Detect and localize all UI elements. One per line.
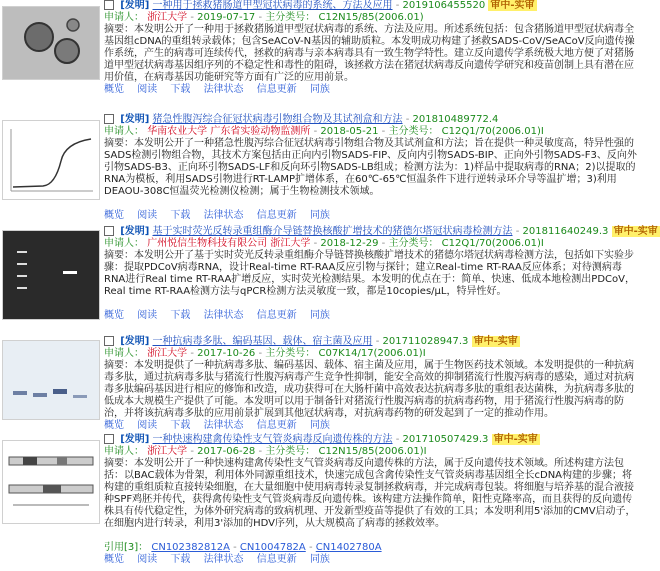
virus-micrograph-icon xyxy=(3,7,99,79)
item-title-link[interactable]: 猪急性腹泻综合征冠状病毒引物组合物及其试剂盒和方法 xyxy=(152,114,403,125)
action-legal-status[interactable]: 法律状态 xyxy=(203,420,244,431)
amplification-curve-icon xyxy=(3,121,99,199)
action-download[interactable]: 下载 xyxy=(170,210,191,221)
action-family[interactable]: 同族 xyxy=(309,310,330,321)
gel-electrophoresis-icon xyxy=(3,231,99,319)
item-number: 201811640249.3 xyxy=(522,226,609,237)
action-info-update[interactable]: 信息更新 xyxy=(256,210,297,221)
action-download[interactable]: 下载 xyxy=(170,554,191,565)
item-applicant[interactable]: 浙江大学 xyxy=(147,348,188,359)
item-actions xyxy=(104,420,638,432)
action-overview[interactable]: 概览 xyxy=(104,310,124,321)
action-download[interactable]: 下载 xyxy=(170,310,191,321)
item-date: 2017-06-28 xyxy=(197,446,256,457)
protein-gel-icon xyxy=(3,341,99,419)
item-type-tag: [发明] xyxy=(120,336,150,347)
action-read[interactable]: 阅读 xyxy=(137,420,158,431)
item-citations: 引用[3]： CN102382812A - CN1004782A - CN1402780A xyxy=(104,542,382,553)
item-thumbnail-sds[interactable] xyxy=(2,340,100,420)
item-number: 2019106455520 xyxy=(402,0,486,11)
action-overview[interactable]: 概览 xyxy=(104,84,124,95)
item-meta-line: 申请人： 浙江大学 - 2019-07-17 - 主分类号： C12N15/85(2006.01) xyxy=(104,12,424,23)
action-download[interactable]: 下载 xyxy=(170,420,191,431)
citation-link[interactable]: CN1402780A xyxy=(315,542,382,553)
item-title-link[interactable]: 基于实时荧光反转录重组酶介导链替换核酸扩增技术的猪德尔塔冠状病毒检测方法 xyxy=(152,226,513,237)
item-actions xyxy=(104,210,638,222)
result-item: [发明] 猪急性腹泻综合征冠状病毒引物组合物及其试剂盒和方法 - 201810489772.4 申请人： 华南农业大学 广东省实验动物监测所 - 2018-05-21 - 主分类号： C12Q1/70(2006.01)I 摘要：本发明公开了一种猪急性腹泻综合征冠状病毒引物组合物及其试剂盒和方法；旨在提供一种灵敏度高，特异性强的SADS检测引物组合物，其技术方案包括由正向内引物SADS-FIP、反向内引物SADS-BIP、正向外引物SADS-F3、反向外引物SADS-B3、正向环引物SADS-LF和反向环引物SADS-LB组成；检测方法为：1)样品中提取病毒的RNA；2)以提取的RNA为模板，利用SADS引物进行RT-LAMP扩增体系，在60℃-65℃恒温条件下进行逆转录环介导等温扩增；3)利用DEAOU-308C恒温荧光检测仪检测；属于生物检测技术领域。 概览 阅读 下载 法律状态 信息更新 同族 xyxy=(0,114,640,224)
item-type-tag: [发明] xyxy=(120,114,150,125)
item-applicant[interactable]: 浙江大学 xyxy=(147,446,188,457)
action-legal-status[interactable]: 法律状态 xyxy=(203,310,244,321)
item-abstract: 摘要：本发明公开了一种快速构建禽传染性支气管炎病毒反向遗传株的方法，属于反向遗传技术领域。所述构建方法包括：以BAC载体为骨架，利用体外同源重组技术，快速完成包含禽传染性支气管炎病毒基因组全长cDNA构建的步骤；将构建的重组质粒直接转染细胞，在大量细胞中使用病毒转录复制拯救病毒，并完成病毒包装。将细胞与培养基的混合液接种SPF鸡胚并传代，获得禽传染性支气管炎病毒反向遗传株。该构建方法操作简单，阳性克隆率高，而且获得的反向遗传株具有传代稳定性，为体外研究病毒的致病机理、开发新型疫苗等提供了有效的工具；本发明利用5'添加的CMV启动子，在细胞内进行转录，利用3'添加的HDV序列，从大规模高了病毒的拯救效率。 xyxy=(104,458,636,529)
action-read[interactable]: 阅读 xyxy=(137,310,158,321)
item-class: C12N15/85(2006.01) xyxy=(318,12,424,23)
item-date: 2019-07-17 xyxy=(197,12,256,23)
item-applicant[interactable]: 浙江大学 xyxy=(147,12,188,23)
citation-link[interactable]: CN102382812A xyxy=(151,542,230,553)
status-badge: 审中-实审 xyxy=(613,226,658,237)
action-info-update[interactable]: 信息更新 xyxy=(256,310,297,321)
select-checkbox[interactable] xyxy=(104,336,114,346)
item-abstract: 摘要：本发明公开了一种猪急性腹泻综合征冠状病毒引物组合物及其试剂盒和方法；旨在提供一种灵敏度高，特异性强的SADS检测引物组合物，其技术方案包括由正向内引物SADS-FIP、反向内引物SADS-BIP、正向外引物SADS-F3、反向外引物SADS-B3、正向环引物SADS-LF和反向环引物SADS-LB组成；检测方法为：1)样品中提取病毒的RNA；2)以提取的RNA为模板，利用SADS引物进行RT-LAMP扩增体系，在60℃-65℃恒温条件下进行逆转录环介导等温扩增；3)利用DEAOU-308C恒温荧光检测仪检测；属于生物检测技术领域。 xyxy=(104,138,637,197)
item-title-line: [发明] 一种用于拯救猪肠道甲型冠状病毒的系统、方法及应用 - 2019106455520 审中-实审 xyxy=(104,0,638,12)
action-legal-status[interactable]: 法律状态 xyxy=(203,84,244,95)
item-date: 2017-10-26 xyxy=(197,348,256,359)
item-thumbnail-curve[interactable] xyxy=(2,120,100,200)
item-thumbnail-construct[interactable] xyxy=(2,440,100,524)
item-applicant[interactable]: 华南农业大学 广东省实验动物监测所 xyxy=(147,126,311,137)
item-actions xyxy=(104,310,638,322)
item-title-link[interactable]: 一种快速构建禽传染性支气管炎病毒反向遗传株的方法 xyxy=(152,434,393,445)
select-checkbox[interactable] xyxy=(104,226,114,236)
status-badge: 审中-实审 xyxy=(490,0,535,11)
item-class: C12Q1/70(2006.01)I xyxy=(441,238,544,249)
item-type-tag: [发明] xyxy=(120,434,150,445)
item-title-link[interactable]: 一种用于拯救猪肠道甲型冠状病毒的系统、方法及应用 xyxy=(152,0,393,11)
item-class: C12Q1/70(2006.01)I xyxy=(441,126,544,137)
action-overview[interactable]: 概览 xyxy=(104,554,124,565)
action-overview[interactable]: 概览 xyxy=(104,420,124,431)
item-abstract: 摘要：本发明公开了一种用于拯救猪肠道甲型冠状病毒的系统、方法及应用。所述系统包括：包含猪肠道甲型冠状病毒全基因组cDNA的重组转录载体；包含SeACoV-N基因的辅助质粒。本发明成功构建了拯救SADS-CoV/SeACoV反向遗传操作系统，产生的病毒可连续传代，拯救的病毒与亲本病毒具有一致生物学特性。建立反向遗传学系统极大地方便了对猪肠道甲型冠状病毒基因组序列的不稳定性和毒性的阻碍，该拯救方法在猪冠状病毒反向遗传学研究和疫苗创制上具有潜在应用价值，在病毒基因功能研究等方面有广泛的应用前景。 xyxy=(104,24,635,83)
action-info-update[interactable]: 信息更新 xyxy=(256,84,297,95)
item-class: C07K14/17(2006.01)I xyxy=(318,348,426,359)
plasmid-construct-icon xyxy=(3,441,99,523)
result-item: [发明] 基于实时荧光反转录重组酶介导链替换核酸扩增技术的猪德尔塔冠状病毒检测方法 - 201811640249.3 审中-实审 申请人： 广州悦信生物科技有限公司 浙江大学 - 2018-12-29 - 主分类号： C12Q1/70(2006.01)I 摘要：本发明公开了基于实时荧光反转录重组酶介导链替换核酸扩增技术的猪德尔塔冠状病毒检测方法，包括如下实验步骤：提取PDCoV病毒RNA，设计Real-time RT-RAA反应引物与探针；建立Real-time RT-RAA反应体系；对待测病毒RNA进行Real time RT-RAA扩增反应，实时荧光检测结果。本发明的优点在于：简单、快速、低成本地检测出PDCoV，Real time RT-RAA检测方法与qPCR检测方法灵敏度一致，都是10copies/μL，特异性好。 概览 阅读 下载 法律状态 信息更新 同族 xyxy=(0,226,640,334)
action-read[interactable]: 阅读 xyxy=(137,210,158,221)
status-badge: 审中-实审 xyxy=(493,434,538,445)
citation-link[interactable]: CN1004782A xyxy=(239,542,306,553)
item-date: 2018-12-29 xyxy=(320,238,379,249)
action-legal-status[interactable]: 法律状态 xyxy=(203,210,244,221)
action-info-update[interactable]: 信息更新 xyxy=(256,554,297,565)
item-number: 201711028947.3 xyxy=(382,336,469,347)
action-overview[interactable]: 概览 xyxy=(104,210,124,221)
item-number: 201710507429.3 xyxy=(402,434,489,445)
select-checkbox[interactable] xyxy=(104,434,114,444)
action-family[interactable]: 同族 xyxy=(309,554,330,565)
result-item: [发明] 一种快速构建禽传染性支气管炎病毒反向遗传株的方法 - 201710507429.3 审中-实审 申请人： 浙江大学 - 2017-06-28 - 主分类号： C12N15/85(2006.01)I 摘要：本发明公开了一种快速构建禽传染性支气管炎病毒反向遗传株的方法，属于反向遗传技术领域。所述构建方法包括：以BAC载体为骨架，利用体外同源重组技术，快速完成包含禽传染性支气管炎病毒基因组全长cDNA构建的步骤；将构建的重组质粒直接转染细胞，在大量细胞中使用病毒转录复制拯救病毒，并完成病毒包装。将细胞与培养基的混合液接种SPF鸡胚并传代，获得禽传染性支气管炎病毒反向遗传株。该构建方法操作简单，阳性克隆率高，而且获得的反向遗传株具有传代稳定性，为体外研究病毒的致病机理、开发新型疫苗等提供了有效的工具；本发明利用5'添加的CMV启动子，在细胞内进行转录，利用3'添加的HDV序列，从大规模高了病毒的拯救效率。 引用[3]： CN102382812A - CN1004782A - CN1402780A 概览 阅读 下载 法律状态 信息更新 同族 xyxy=(0,434,640,570)
item-applicant[interactable]: 广州悦信生物科技有限公司 浙江大学 xyxy=(147,238,311,249)
select-checkbox[interactable] xyxy=(104,0,114,10)
item-class: C12N15/85(2006.01)I xyxy=(318,446,427,457)
result-item xyxy=(0,0,640,112)
item-actions xyxy=(104,554,638,566)
action-family[interactable]: 同族 xyxy=(309,420,330,431)
action-info-update[interactable]: 信息更新 xyxy=(256,420,297,431)
action-download[interactable]: 下载 xyxy=(170,84,191,95)
select-checkbox[interactable] xyxy=(104,114,114,124)
action-read[interactable]: 阅读 xyxy=(137,554,158,565)
item-number: 201810489772.4 xyxy=(412,114,499,125)
action-family[interactable]: 同族 xyxy=(309,210,330,221)
item-title-link[interactable]: 一种抗病毒多肽、编码基因、载体、宿主菌及应用 xyxy=(152,336,373,347)
action-legal-status[interactable]: 法律状态 xyxy=(203,554,244,565)
item-date: 2018-05-21 xyxy=(320,126,379,137)
item-thumbnail-virus[interactable] xyxy=(2,6,100,80)
item-type-tag: [发明] xyxy=(120,0,150,11)
item-actions xyxy=(104,84,638,96)
action-family[interactable]: 同族 xyxy=(309,84,330,95)
item-abstract: 摘要：本发明提供了一种抗病毒多肽、编码基因、载体、宿主菌及应用，属于生物医药技术领域。本发明提供的一种抗病毒多肽，通过抗病毒多肽与猪流行性腹泻病毒产生竞争性抑制，能安全高效的抑制猪流行性腹泻病毒的感染，通过对抗病毒多肽编码基因进行相应的修饰和改造，成功获得可在大肠杆菌中高效表达抗病毒多肽的重组表达菌株，为抗病毒多肽的低成本大规模生产提供了可能。本发明可以用于制备针对猪流行性腹泻病毒的抗病毒药物，用于猪流行性腹泻病毒的防治，并将该抗病毒多肽的应用前景扩展到其他冠状病毒，对抗病毒药物的研发起到了一定的推动作用。 xyxy=(104,360,634,419)
item-type-tag: [发明] xyxy=(120,226,150,237)
result-item: [发明] 一种抗病毒多肽、编码基因、载体、宿主菌及应用 - 201711028947.3 审中-实审 申请人： 浙江大学 - 2017-10-26 - 主分类号： C07K14/17(2006.01)I 摘要：本发明提供了一种抗病毒多肽、编码基因、载体、宿主菌及应用，属于生物医药技术领域。本发明提供的一种抗病毒多肽，通过抗病毒多肽与猪流行性腹泻病毒产生竞争性抑制，能安全高效的抑制猪流行性腹泻病毒的感染，通过对抗病毒多肽编码基因进行相应的修饰和改造，成功获得可在大肠杆菌中高效表达抗病毒多肽的重组表达菌株，为抗病毒多肽的低成本大规模生产提供了可能。本发明可以用于制备针对猪流行性腹泻病毒的抗病毒药物，用于猪流行性腹泻病毒的防治，并将该抗病毒多肽的应用前景扩展到其他冠状病毒，对抗病毒药物的研发起到了一定的推动作用。 概览 阅读 下载 法律状态 信息更新 同族 xyxy=(0,336,640,432)
item-abstract: 摘要：本发明公开了基于实时荧光反转录重组酶介导链替换核酸扩增技术的猪德尔塔冠状病毒检测方法，包括如下实验步骤：提取PDCoV病毒RNA，设计Real-time RT-RAA反应引物与探针；建立Real-time RT-RAA反应体系；对待测病毒RNA进行Real time RT-RAA扩增反应，实时荧光检测结果。本发明的优点在于：简单、快速、低成本地检测出PDCoV，Real time RT-RAA检测方法与qPCR检测方法灵敏度一致，都是10copies/μL，特异性好。 xyxy=(104,250,635,297)
item-thumbnail-gel[interactable] xyxy=(2,230,100,320)
action-read[interactable]: 阅读 xyxy=(137,84,158,95)
status-badge: 审中-实审 xyxy=(473,336,518,347)
